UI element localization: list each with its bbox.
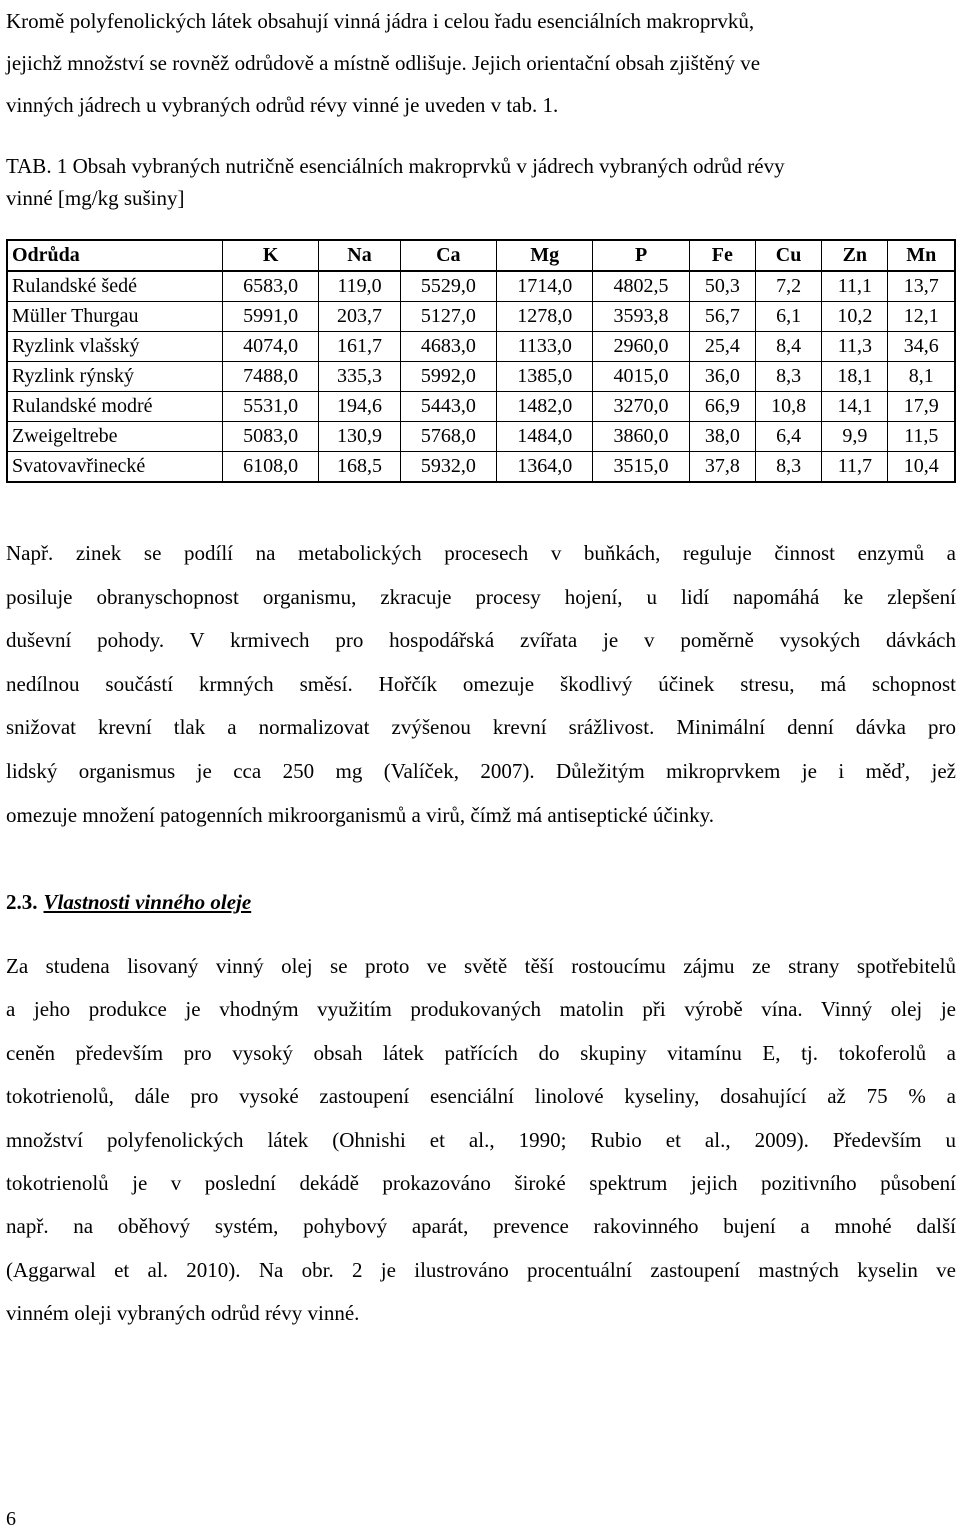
- cell-variety: Rulandské modré: [7, 392, 223, 422]
- table-row: [7, 392, 955, 422]
- cell-na: 168,5: [319, 452, 400, 483]
- header-zn: Zn: [822, 240, 888, 271]
- table-row: [7, 302, 955, 332]
- cell-ca: 5768,0: [400, 422, 496, 452]
- cell-zn: 9,9: [822, 422, 888, 452]
- cell-variety: Ryzlink rýnský: [7, 362, 223, 392]
- paragraph-line: vinném oleji vybraných odrůd révy vinné.: [6, 1301, 360, 1326]
- cell-na: 335,3: [319, 362, 400, 392]
- cell-zn: 10,2: [822, 302, 888, 332]
- cell-na: 194,6: [319, 392, 400, 422]
- cell-zn: 11,7: [822, 452, 888, 483]
- cell-p: 3593,8: [593, 302, 689, 332]
- cell-zn: 18,1: [822, 362, 888, 392]
- cell-k: 7488,0: [223, 362, 319, 392]
- header-mg: Mg: [497, 240, 593, 271]
- cell-ca: 5127,0: [400, 302, 496, 332]
- cell-mn: 17,9: [888, 392, 955, 422]
- cell-variety: Ryzlink vlašský: [7, 332, 223, 362]
- cell-mg: 1484,0: [497, 422, 593, 452]
- cell-zn: 14,1: [822, 392, 888, 422]
- table-row: [7, 452, 955, 483]
- intro-line: jejichž množství se rovněž odrůdově a místně odlišuje. Jejich orientační obsah zjištěný ve: [6, 51, 761, 75]
- cell-variety: Svatovavřinecké: [7, 452, 223, 483]
- cell-k: 6583,0: [223, 271, 319, 302]
- cell-fe: 36,0: [689, 362, 755, 392]
- paragraph-line: např. na oběhový systém, pohybový aparát, prevence rakovinného bujení a mnohé další: [6, 1214, 956, 1239]
- cell-variety: Müller Thurgau: [7, 302, 223, 332]
- cell-mg: 1714,0: [497, 271, 593, 302]
- cell-mn: 12,1: [888, 302, 955, 332]
- cell-mg: 1364,0: [497, 452, 593, 483]
- cell-na: 203,7: [319, 302, 400, 332]
- cell-fe: 56,7: [689, 302, 755, 332]
- cell-k: 5083,0: [223, 422, 319, 452]
- paragraph-line: ceněn především pro vysoký obsah látek patřících do skupiny vitamínu E, tj. tokoferolů a: [6, 1040, 956, 1065]
- paragraph-line: tokotrienolů je v poslední dekádě prokazováno široké spektrum jejich pozitivního působení: [6, 1170, 956, 1195]
- cell-na: 119,0: [319, 271, 400, 302]
- table-row: [7, 271, 955, 302]
- cell-ca: 4683,0: [400, 332, 496, 362]
- intro-line: Kromě polyfenolických látek obsahují vinná jádra i celou řadu esenciálních makroprvků,: [6, 9, 755, 33]
- paragraph-line: Např. zinek se podílí na metabolických procesech v buňkách, reguluje činnost enzymů a: [6, 541, 956, 565]
- section-title: Vlastnosti vinného oleje: [43, 890, 252, 914]
- cell-variety: Zweigeltrebe: [7, 422, 223, 452]
- header-variety: Odrůda: [7, 240, 223, 271]
- caption-line: TAB. 1 Obsah vybraných nutričně esenciálních makroprvků v jádrech vybraných odrůd révy: [6, 154, 785, 178]
- table-row: [7, 422, 955, 452]
- cell-p: 4015,0: [593, 362, 689, 392]
- paragraph-line: nedílnou součástí krmných směsí. Hořčík omezuje škodlivý účinek stresu, má schopnost: [6, 671, 956, 696]
- cell-p: 3515,0: [593, 452, 689, 483]
- nutrient-table: [6, 239, 956, 483]
- cell-cu: 8,3: [755, 452, 821, 483]
- paragraph-line: snižovat krevní tlak a normalizovat zvýšenou krevní srážlivost. Minimální denní dávka pro: [6, 715, 956, 740]
- header-cu: Cu: [755, 240, 821, 271]
- cell-ca: 5529,0: [400, 271, 496, 302]
- header-k: K: [223, 240, 319, 271]
- cell-p: 3270,0: [593, 392, 689, 422]
- cell-fe: 50,3: [689, 271, 755, 302]
- cell-mg: 1385,0: [497, 362, 593, 392]
- cell-k: 4074,0: [223, 332, 319, 362]
- paragraph-line: množství polyfenolických látek (Ohnishi et al., 1990; Rubio et al., 2009). Především u: [6, 1127, 956, 1152]
- cell-ca: 5932,0: [400, 452, 496, 483]
- cell-mn: 10,4: [888, 452, 955, 483]
- paragraph-line: omezuje množení patogenních mikroorganismů a virů, čímž má antiseptické účinky.: [6, 802, 714, 827]
- cell-variety: Rulandské šedé: [7, 271, 223, 302]
- cell-ca: 5992,0: [400, 362, 496, 392]
- cell-cu: 7,2: [755, 271, 821, 302]
- cell-mg: 1278,0: [497, 302, 593, 332]
- cell-mg: 1482,0: [497, 392, 593, 422]
- paragraph-line: tokotrienolů, dále pro vysoké zastoupení esenciální linolové kyseliny, dosahující až 75 % a: [6, 1084, 956, 1109]
- cell-cu: 8,3: [755, 362, 821, 392]
- cell-k: 5991,0: [223, 302, 319, 332]
- cell-cu: 6,4: [755, 422, 821, 452]
- header-ca: Ca: [400, 240, 496, 271]
- table-row: [7, 332, 955, 362]
- table-caption: [6, 150, 956, 214]
- cell-mn: 34,6: [888, 332, 955, 362]
- paragraph-line: (Aggarwal et al. 2010). Na obr. 2 je ilustrováno procentuální zastoupení mastných kyselin ve: [6, 1257, 956, 1282]
- paragraph-line: a jeho produkce je vhodným využitím produkovaných matolin při výrobě vína. Vinný olej je: [6, 997, 956, 1022]
- cell-fe: 37,8: [689, 452, 755, 483]
- cell-fe: 66,9: [689, 392, 755, 422]
- cell-k: 5531,0: [223, 392, 319, 422]
- header-p: P: [593, 240, 689, 271]
- paragraph-line: lidský organismus je cca 250 mg (Valíček, 2007). Důležitým mikroprvkem je i měď, jež: [6, 758, 956, 783]
- paragraph-line: Za studena lisovaný vinný olej se proto ve světě těší rostoucímu zájmu ze strany spotřebitelů: [6, 954, 956, 978]
- cell-mn: 11,5: [888, 422, 955, 452]
- cell-p: 2960,0: [593, 332, 689, 362]
- cell-mn: 8,1: [888, 362, 955, 392]
- cell-mg: 1133,0: [497, 332, 593, 362]
- caption-line: vinné [mg/kg sušiny]: [6, 186, 185, 210]
- cell-k: 6108,0: [223, 452, 319, 483]
- cell-ca: 5443,0: [400, 392, 496, 422]
- header-fe: Fe: [689, 240, 755, 271]
- cell-zn: 11,3: [822, 332, 888, 362]
- page-number: 6: [6, 1508, 16, 1530]
- table-row: [7, 362, 955, 392]
- cell-na: 130,9: [319, 422, 400, 452]
- section-number: 2.3.: [6, 890, 38, 914]
- header-na: Na: [319, 240, 400, 271]
- header-mn: Mn: [888, 240, 955, 271]
- table-header-row: [7, 240, 955, 271]
- paragraph-line: duševní pohody. V krmivech pro hospodářská zvířata je v poměrně vysokých dávkách: [6, 628, 956, 653]
- cell-p: 4802,5: [593, 271, 689, 302]
- cell-na: 161,7: [319, 332, 400, 362]
- cell-cu: 10,8: [755, 392, 821, 422]
- section-heading: [6, 890, 251, 915]
- cell-cu: 6,1: [755, 302, 821, 332]
- cell-fe: 38,0: [689, 422, 755, 452]
- body-paragraph-oil: [6, 945, 956, 1336]
- paragraph-line: posiluje obranyschopnost organismu, zkracuje procesy hojení, u lidí napomáhá ke zlepšení: [6, 584, 956, 609]
- cell-zn: 11,1: [822, 271, 888, 302]
- cell-fe: 25,4: [689, 332, 755, 362]
- intro-paragraph: [6, 0, 956, 126]
- cell-cu: 8,4: [755, 332, 821, 362]
- body-paragraph-minerals: [6, 532, 956, 837]
- cell-mn: 13,7: [888, 271, 955, 302]
- intro-line: vinných jádrech u vybraných odrůd révy vinné je uveden v tab. 1.: [6, 93, 559, 117]
- cell-p: 3860,0: [593, 422, 689, 452]
